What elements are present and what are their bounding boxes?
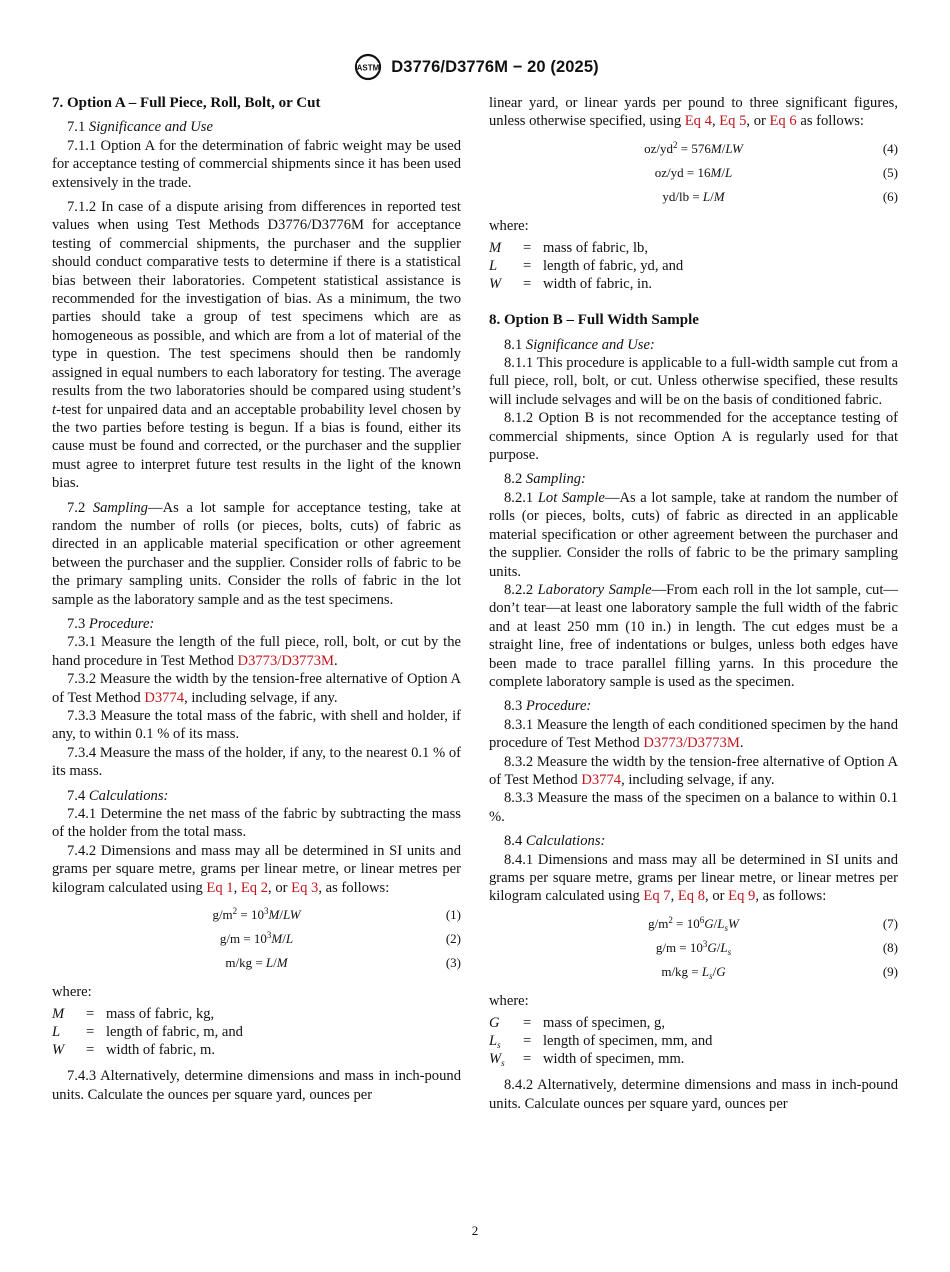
equation-6: yd/lb = L/M (6) (662, 188, 898, 204)
para-8-3-2: 8.3.2 Measure the width by the tension-free alternative of Option A of Test Method D3774, including selvage, if any. (489, 753, 898, 788)
para-8-2-2: 8.2.2 Laboratory Sample—From each roll in the lot sample, cut—don’t tear—at least one laboratory sample the full width of the fabric and at least 250 mm (10 in.) in length. The cut edges must be a straight line, free of indentations or bulges, unless both edges have been made to trace parallel filling yarns. In this procedure the complete laboratory sample is used as the specimen. (489, 581, 899, 690)
link-eq4[interactable]: Eq 4 (684, 113, 712, 130)
para-7-2: 7.2 Sampling—As a lot sample for acceptance testing, take at random the number of rolls (or pieces, bolts, cuts) of fabric as directed in an applicable material specification or other agreement between the purchaser and the supplier. Consider rolls of fabric to be the primary sampling units. Consider the rolls of fabric in the lot sample as the laboratory sample and as the test specimens. (52, 499, 461, 608)
page-header (0, 52, 950, 82)
para-8-2-1: 8.2.1 Lot Sample—As a lot sample, take at random the number of rolls (or pieces, bolts, cuts) of fabric as directed in an applicable material specification or other agreement between the purchaser and the supplier. Consider the rolls of fabric to be the primary sampling units. (489, 489, 899, 580)
where-label: where: (489, 217, 529, 234)
definition-row: L = length of fabric, m, and (52, 1024, 243, 1041)
para-8-1-1: 8.1.1 This procedure is applicable to a full-width sample cut from a full piece, roll, bolt, or cut. Unless otherwise specified, these results will include selvages and will be on the basis of conditioned fabric. (489, 355, 898, 408)
link-eq3[interactable]: Eq 3 (291, 879, 319, 896)
equation-5: oz/yd = 16M/L (5) (654, 164, 898, 180)
equation-9: $m/kg = L_s/G$ (9) (661, 963, 898, 981)
link-d3773[interactable]: D3773/D3773M (643, 735, 740, 752)
para-8-3-3: 8.3.3 Measure the mass of the specimen on a balance to within 0.1 %. (489, 790, 898, 825)
equations-1-3 (52, 903, 461, 975)
equation-8: $g/m = 10^3G/L_s$ (8) (655, 938, 898, 957)
para-7-1-1: 7.1.1 Option A for the determination of fabric weight may be used for acceptance testing of commercial shipments since it has been used extensively in the trade. (52, 137, 461, 191)
svg-text:ASTM: ASTM (356, 63, 380, 73)
left-column (52, 94, 461, 1104)
equation-3: m/kg = L/M (3) (225, 955, 461, 971)
link-eq8[interactable]: Eq 8 (677, 888, 706, 905)
link-eq6[interactable]: Eq 6 (769, 113, 797, 130)
equation-7: $g/m^2 = 10^6G/L_sW$ (7) (648, 914, 898, 933)
para-8-1: 8.1 Significance and Use: (504, 336, 655, 353)
equations-4-6 (489, 137, 898, 209)
astm-logo-icon (351, 52, 385, 82)
para-7-1: 7.1 Significance and Use (67, 119, 213, 136)
definitions-table-2 (489, 239, 683, 293)
section-8-title: 8. Option B – Full Width Sample (489, 312, 699, 329)
para-7-3-3: 7.3.3 Measure the total mass of the fabric, with shell and holder, if any, to within 0.1 % of its mass. (52, 708, 461, 743)
link-d3774[interactable]: D3774 (144, 689, 185, 706)
definition-row: M = mass of fabric, kg, (52, 1006, 215, 1023)
para-8-3-1: 8.3.1 Measure the length of each conditioned specimen by the hand procedure of Test Method D3773/D3773M. (489, 716, 898, 752)
equation-1: $g/m^2 = 10^3M/LW$ (1) (212, 906, 461, 923)
link-d3773[interactable]: D3773/D3773M (237, 652, 335, 669)
equations-7-9 (489, 912, 898, 984)
para-7-4-1: 7.4.1 Determine the net mass of the fabric by subtracting the mass of the holder from the total mass. (52, 806, 461, 841)
definition-row: $W_s$ = width of specimen, mm. (489, 1051, 685, 1069)
para-7-4-3: 7.4.3 Alternatively, determine dimensions and mass in inch-pound units. Calculate the ounces per square yard, ounces per (52, 1068, 461, 1103)
definition-row: W = width of fabric, in. (489, 276, 653, 293)
para-7-4-2: 7.4.2 Dimensions and mass may all be determined in SI units and grams per square metre, grams per linear metre, or linear metres per kilogram calculated using Eq 1, Eq 2, or Eq 3, as follows: (52, 842, 461, 896)
link-eq1[interactable]: Eq 1 (206, 879, 234, 896)
link-eq5[interactable]: Eq 5 (719, 113, 747, 130)
definitions-table-1 (52, 1005, 243, 1059)
page-number: 2 (471, 1223, 479, 1238)
where-label: where: (489, 992, 529, 1009)
para-8-3: 8.3 Procedure: (504, 698, 592, 715)
para-7-3-4: 7.3.4 Measure the mass of the holder, if any, to the nearest 0.1 % of its mass. (52, 744, 461, 780)
definition-row: $L_s$ = length of specimen, mm, and (489, 1033, 713, 1051)
right-column (489, 94, 898, 1113)
para-7-3-2: 7.3.2 Measure the width by the tension-free alternative of Option A of Test Method D3774, including selvage, if any. (52, 671, 461, 706)
section-7-title: 7. Option A – Full Piece, Roll, Bolt, or Cut (52, 95, 321, 111)
para-8-4-2: 8.4.2 Alternatively, determine dimensions and mass in inch-pound units. Calculate ounces per square yard, ounces per (489, 1077, 898, 1112)
para-8-1-2: 8.1.2 Option B is not recommended for the acceptance testing of commercial shipments, since Option A is regularly used for that purpose. (489, 410, 898, 464)
document-designation: D3776/D3776M − 20 (2025) (391, 57, 599, 76)
para-8-4: 8.4 Calculations: (504, 833, 606, 850)
link-d3774[interactable]: D3774 (581, 771, 622, 788)
definitions-table-3 (489, 1014, 712, 1068)
definition-row: M = mass of fabric, lb, (489, 240, 648, 257)
definition-row: G = mass of specimen, g, (489, 1015, 665, 1032)
definition-row: W = width of fabric, m. (52, 1042, 216, 1059)
para-8-4-1: 8.4.1 Dimensions and mass may all be determined in SI units and grams per square metre, grams per linear metre, or linear metres per kilogram calculated using Eq 7, Eq 8, or Eq 9, as follows: (489, 851, 898, 905)
para-7-4: 7.4 Calculations: (67, 787, 169, 804)
para-7-1-2: 7.1.2 In case of a dispute arising from differences in reported test values when using Test Methods D3776/D3776M for acceptance testing of commercial shipments, the purchaser and the supplier should conduct comparative tests to determine if there is a statistical bias between their laboratories. Competent statistical assistance is recommended for the investigation of bias. As a minimum, the two parties should take a group of test specimens which are as homogeneous as possible, and which are from a lot of material of the type in question. The test specimens should then be randomly assigned in equal numbers to each laboratory for testing. The average results from the two laboratories should be compared using student’s t-test for unpaired data and an acceptable probability level chosen by the two parties before testing is begun. If a bias is found, either its cause must be found and corrected, or the purchaser and the supplier must agree to interpret future test results in the light of the known bias. (52, 199, 461, 492)
where-label: where: (52, 984, 92, 1001)
link-eq9[interactable]: Eq 9 (728, 888, 756, 905)
equation-4: $oz/yd^2 = 576M/LW$ (4) (644, 139, 898, 156)
definition-row: L = length of fabric, yd, and (489, 258, 684, 275)
para-8-2: 8.2 Sampling: (504, 471, 586, 488)
para-7-4-3-cont: linear yard, or linear yards per pound to three significant figures, unless otherwise specified, using Eq 4, Eq 5, or Eq 6 as follows: (489, 95, 898, 130)
equation-2: $g/m = 10^3M/L$ (2) (219, 930, 461, 947)
link-eq2[interactable]: Eq 2 (240, 879, 269, 896)
para-7-3: 7.3 Procedure: (67, 615, 155, 632)
para-7-3-1: 7.3.1 Measure the length of the full piece, roll, bolt, or cut by the hand procedure in Test Method D3773/D3773M. (52, 634, 461, 669)
link-eq7[interactable]: Eq 7 (643, 888, 671, 905)
